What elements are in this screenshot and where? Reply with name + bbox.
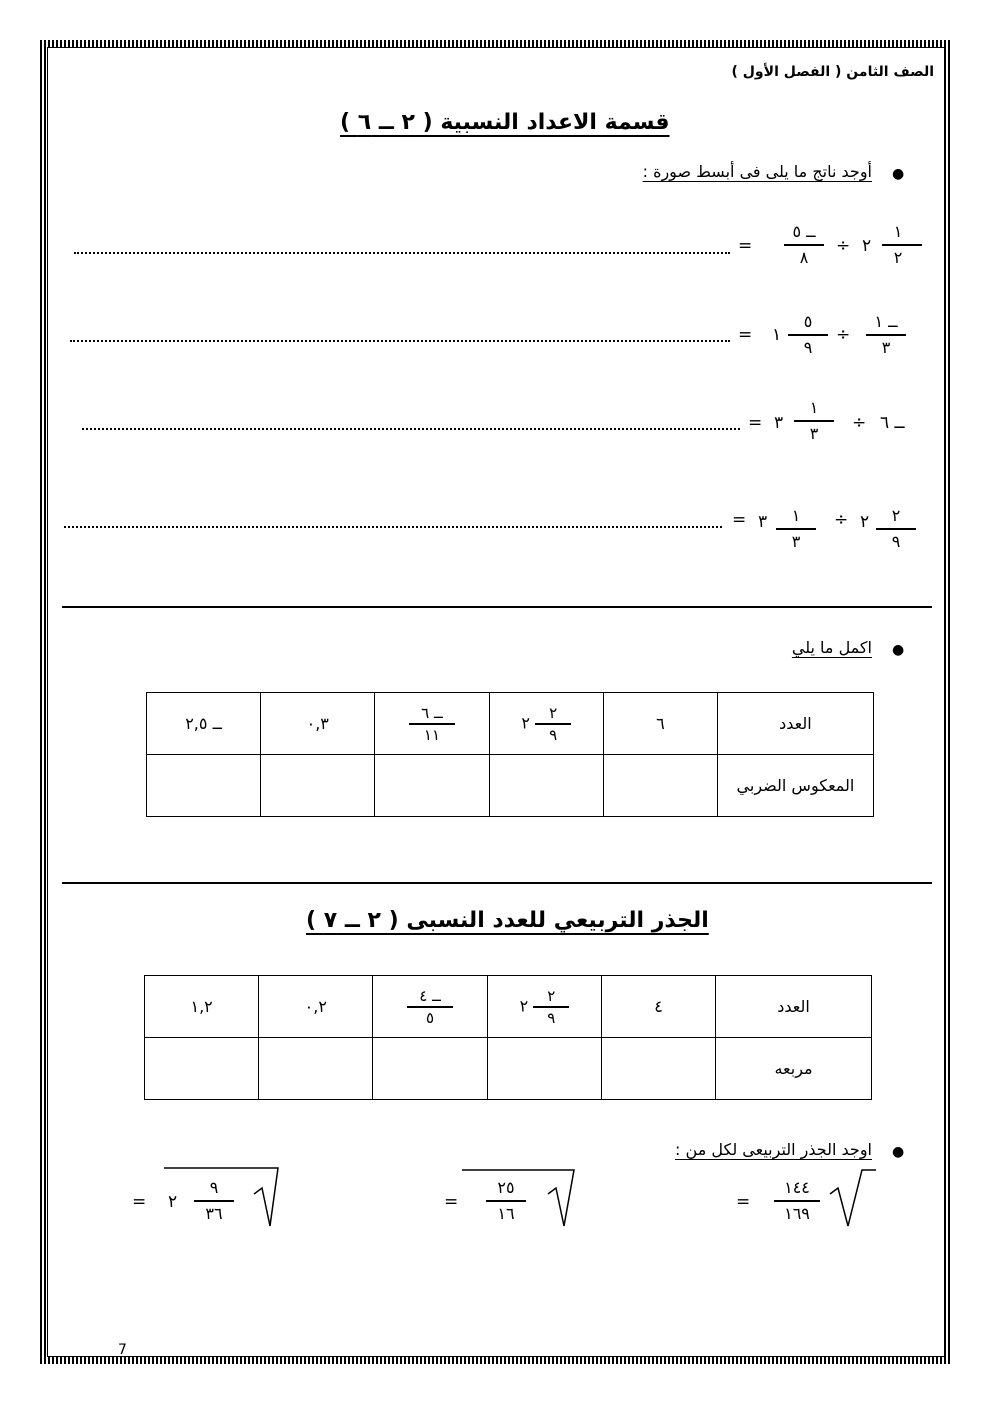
answer-cell[interactable]	[147, 755, 261, 817]
cell-fraction: $\frac{\text{ــ ٤}}{٥}$	[373, 976, 487, 1038]
section3-instruction: اوجد الجذر التربيعى لكل من :	[675, 1140, 872, 1159]
p1-fraction-b: ــ ٥ ٨	[784, 222, 824, 268]
row-label-reciprocal: المعكوس الضربي	[717, 755, 873, 817]
root2-fraction: ٢٥ ١٦	[486, 1178, 526, 1224]
root1-equals: =	[736, 1192, 751, 1212]
cell-number: ٦	[603, 693, 717, 755]
answer-cell[interactable]	[259, 1038, 373, 1100]
cell-decimal: ٠,٣	[261, 693, 375, 755]
p4-equals: =	[732, 510, 747, 530]
root3-whole: ٢	[168, 1192, 178, 1212]
p2-answer-line[interactable]	[70, 340, 730, 342]
cell-decimal: ١,٢	[145, 976, 259, 1038]
p2-fraction-a: ــ ١ ٣	[866, 312, 906, 358]
p1-divide-icon: ÷	[836, 236, 851, 256]
answer-cell[interactable]	[602, 1038, 716, 1100]
p3-divide-icon: ÷	[852, 413, 867, 433]
p1-answer-line[interactable]	[74, 252, 730, 254]
p3-answer-line[interactable]	[82, 428, 740, 430]
section1-title: قسمة الاعداد النسبية ( ٢ ــ ٦ )	[340, 110, 670, 135]
cell-fraction: $\frac{\text{ــ ٦}}{١١}$	[375, 693, 489, 755]
root2-equals: =	[444, 1192, 459, 1212]
answer-cell[interactable]	[489, 755, 603, 817]
cell-number: ٤	[602, 976, 716, 1038]
bullet-icon: ●	[892, 1144, 905, 1160]
divider-2	[62, 882, 932, 884]
reciprocal-table	[146, 692, 874, 817]
bullet-icon: ●	[892, 642, 905, 658]
section2-instruction: اكمل ما يلي	[791, 638, 872, 657]
bullet-icon: ●	[892, 166, 905, 182]
p4-fraction-b: ١ ٣	[776, 506, 816, 552]
p4-whole-b: ٣	[758, 512, 768, 532]
page-number: 7	[118, 1342, 127, 1358]
answer-cell[interactable]	[603, 755, 717, 817]
p4-whole-a: ٢	[860, 512, 870, 532]
row-label-number: العدد	[717, 693, 873, 755]
answer-cell[interactable]	[145, 1038, 259, 1100]
p2-whole-b: ١	[772, 325, 782, 345]
answer-cell[interactable]	[261, 755, 375, 817]
section1-instruction: أوجد ناتج ما يلى فى أبسط صورة :	[642, 162, 872, 181]
root3-fraction: ٩ ٣٦	[194, 1178, 234, 1224]
p2-equals: =	[738, 325, 753, 345]
cell-mixed-number: $\frac{٢}{٩}$ ٢	[487, 976, 601, 1038]
p2-fraction-b: ٥ ٩	[788, 312, 828, 358]
p3-whole-b: ٣	[774, 413, 784, 433]
cell-negative-decimal: ــ ٢,٥	[147, 693, 261, 755]
grade-header: الصف الثامن ( الفصل الأول )	[731, 64, 934, 80]
square-table	[144, 975, 872, 1100]
p4-divide-icon: ÷	[834, 510, 849, 530]
root1-fraction: ١٤٤ ١٦٩	[774, 1178, 820, 1224]
p2-divide-icon: ÷	[836, 325, 851, 345]
p4-answer-line[interactable]	[64, 526, 722, 528]
p1-whole-a: ٢	[862, 236, 872, 256]
answer-cell[interactable]	[373, 1038, 487, 1100]
p4-fraction-a: ٢ ٩	[876, 506, 916, 552]
p1-fraction-a: ١ ٢	[878, 222, 918, 268]
answer-cell[interactable]	[487, 1038, 601, 1100]
divider-1	[62, 606, 932, 608]
row-label-square: مربعه	[716, 1038, 872, 1100]
square-root-icon	[828, 1168, 878, 1230]
p1-equals: =	[738, 236, 753, 256]
root3-equals: =	[132, 1192, 147, 1212]
cell-mixed-number: $\frac{٢}{٩}$ ٢	[489, 693, 603, 755]
section3-title: الجذر التربيعي للعدد النسبى ( ٢ ــ ٧ )	[306, 908, 709, 933]
p3-fraction-b: ١ ٣	[794, 398, 834, 444]
answer-cell[interactable]	[375, 755, 489, 817]
cell-decimal: ٠,٢	[259, 976, 373, 1038]
p3-equals: =	[748, 413, 763, 433]
row-label-number: العدد	[716, 976, 872, 1038]
p3-whole-a: ــ ٦	[880, 413, 905, 433]
